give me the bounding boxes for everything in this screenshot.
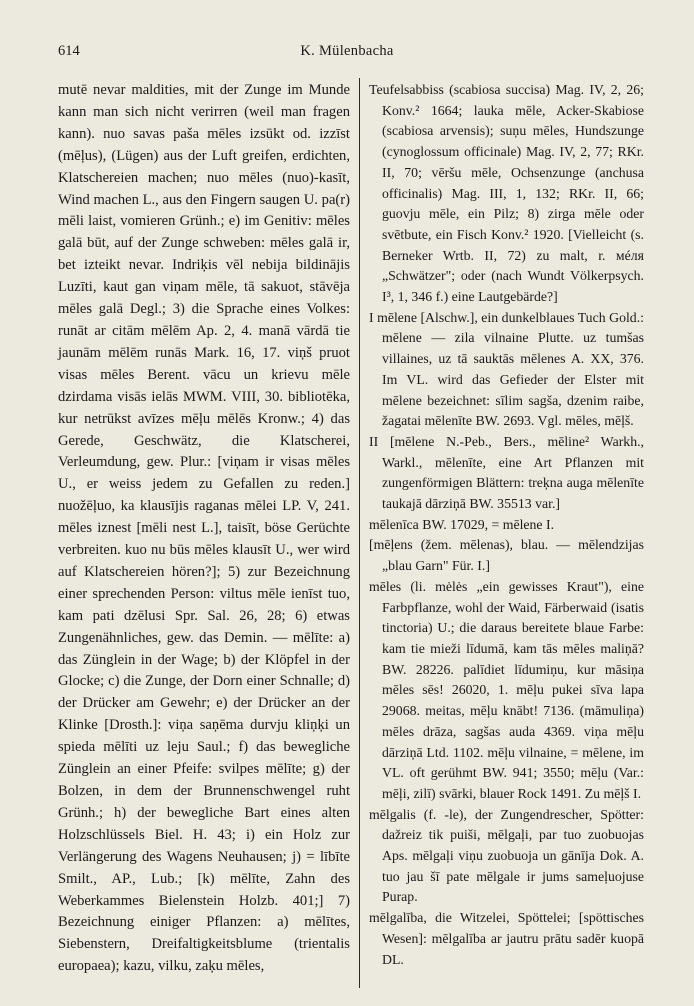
entry-text: Teufelsabbiss (scabiosa succisa) Mag. IV, 2, 26; Konv.² 1664; lauka mēle, Acker-Skabiose (scabiosa arvensis); suņu mēles, Hundszunge (cynoglossum officinale) Mag. IV, 2, 77; RKr. II, 70; vēršu mēle, Ochsenzunge (anchusa officinalis) Mag. III, 1, 132; RKr. II, 66; guovju mēle, ein Pilz; 8) zirga mēle oder svētbute, ein Fisch Konv.² 1920. [Vielleicht (s. Berneker Wrtb. II, 72) zu malt, r. мéля „Schwätzer"; oder (nach Wundt Völkerpsych. I³, 1, 346 f.) eine Lautgebärde?]: [369, 82, 644, 305]
entry-mēļens: [mēļens (žem. mēlenas), blau. — mēlendzijas „blau Garn" Für. I.]: [369, 537, 644, 574]
page-number: 614: [58, 43, 80, 59]
entry-mēlenīca: mēlenīca BW. 17029, = mēlene I.: [369, 516, 555, 532]
left-column: [58, 80, 350, 978]
entry-mēles: mēles (li. mėlės „ein gewisses Kraut"), eine Farbpflanze, wohl der Waid, Färberwaid (isatis tinctoria) U.; die daraus bereitete blaue Farbe: kam tie mieži līdumā, kam tās mēles maliņā? BW. 28226. palīdiet līdumiņu, kur māsiņa mēles sēs! 26020, 1. mēļu pukei sīva lapa 29068. meitas, mēļu knābt! 7136. (māmuliņa) mēles drāza, sagšas auda 4369. viņa mēļu dārziņā Ltd. 1102. mēļu vilnaine, = mēlene, im VL. oft gerühmt BW. 941; 3550; mēļu (Var.: mēļi, zilī) svārki, blauer Rock 1491. Zu mēļš I.: [369, 578, 644, 801]
entry-mēlgalība: mēlgalība, die Witzelei, Spöttelei; [spöttisches Wesen]: mēlgalība ar jautru prātu sadēr kuopā DL.: [369, 910, 644, 967]
column-divider: [359, 78, 360, 988]
running-title: K. Mülenbacha: [300, 43, 394, 59]
entry-text: mutē nevar maldities, mit der Zunge im Munde kann man sich nicht verirren (weil man fragen kann). nuo savas paša mēles izsūkt od. izzīst (mēļus), (Lügen) aus der Luft greifen, erdichten, Klatschereien machen; nuo mēles (nuo)-kasīt, Wind machen L., aus den Fingern saugen U. pa(r) mēli laist, vomieren Grünh.; e) im Genitiv: mēles galā būt, auf der Zunge schweben: mēles galā ir, bet izteikt nevar. Indriķis vēl nebija bildinājis Luzīti, kaut gan viņam mēle, tā sakuot, stāvēja mēles galā Degl.; 3) die Sprache eines Volkes: runāt ar citām mēlēm Ap. 2, 4. manā vārdā tie jaunām mēlēm runās Mark. 16, 17. viņš pruot visas mēles Berent. vācu un krievu mēle dzirdama visās ielās MWM. VIII, 30. bibliotēka, kur netrūkst avīzes mēļu mēlēs Kronw.; 4) das Gerede, Geschwätz, die Klatscherei, Verleumdung, gew. Plur.: [viņam ir visas mēles U., er weiss jedem zu Gefallen zu reden.] nuožēļuo, ka klausījis raganas mēlei LP. V, 241. mēles iznest [mēli nest L.], taisīt, böse Gerüchte verbreiten. kuo nu būs mēles klausīt U., wer wird auf Klatschereien hören?]; 5) zur Bezeichnung einer sprechenden Person: viltus mēle ienīst tuo, kam pati dzēlusi Spr. Sal. 26, 28; 6) etwas Zungenähnliches, gew. das Demin. — mēlīte: a) das Zünglein in der Wage; b) der Klöpfel in der Glocke; c) die Zunge, der Dorn einer Schnalle; d) der Drücker am Gewehr; e) der Drücker an der Klinke [Drosth.]: viņa saņēma durvju kliņķi un spieda mēlīti uz leju Saul.; f) das bewegliche Zünglein an einer Pfeife: svilpes mēlīte; g) der Bolzen, in dem der Brunnenschwengel ruht Grünh.; h) der bewegliche Bart eines alten Holzschlüssels Biel. H. 43; i) ein Holz zur Verlängerung des Wagens Neuhausen; j) = lībīte Smilt., AP., Lub.; [k) mēlīte, Zahn des Weberkammes Bielenstein Holzb. 401;] 7) Bezeichnung einiger Pflanzen: a) mēlītes, Siebenstern, Dreifaltigkeitsblume (trientalis europaea); kazu, vilku, zaķu mēles,: [58, 82, 350, 975]
entry-mēlene-i: I mēlene [Alschw.], ein dunkelblaues Tuch Gold.: mēlene — zila vilnaine Plutte. uz tumšas villaines, uz tā sauktās mēlenes A. XX, 376. Im VL. wird das Gefieder der Elster mit mēlene bezeichnet: sīlim sagša, dzenim raibe, žagatai mēlenīte BW. 2693. Vgl. mēles, mēļš.: [369, 309, 644, 429]
page-header: [58, 43, 636, 63]
right-column: [369, 80, 644, 970]
entry-mēlene-ii: II [mēlene N.-Peb., Bers., mēline² Warkh., Warkl., mēlenīte, eine Art Pflanzen mit zungenförmigen Blättern: treķna auga mēlenīte taukajā dārziņā BW. 35513 var.]: [369, 433, 644, 512]
entry-mēlgalis: mēlgalis (f. -le), der Zungendrescher, Spötter: dažreiz tik puiši, mēlgaļi, par tuo zuobuojas Aps. mēlgaļi viņu zuobuoja un gānīja Dok. A. tuo jau šī pate mēlgale ir jums sameļuojuse Purap.: [369, 806, 644, 905]
